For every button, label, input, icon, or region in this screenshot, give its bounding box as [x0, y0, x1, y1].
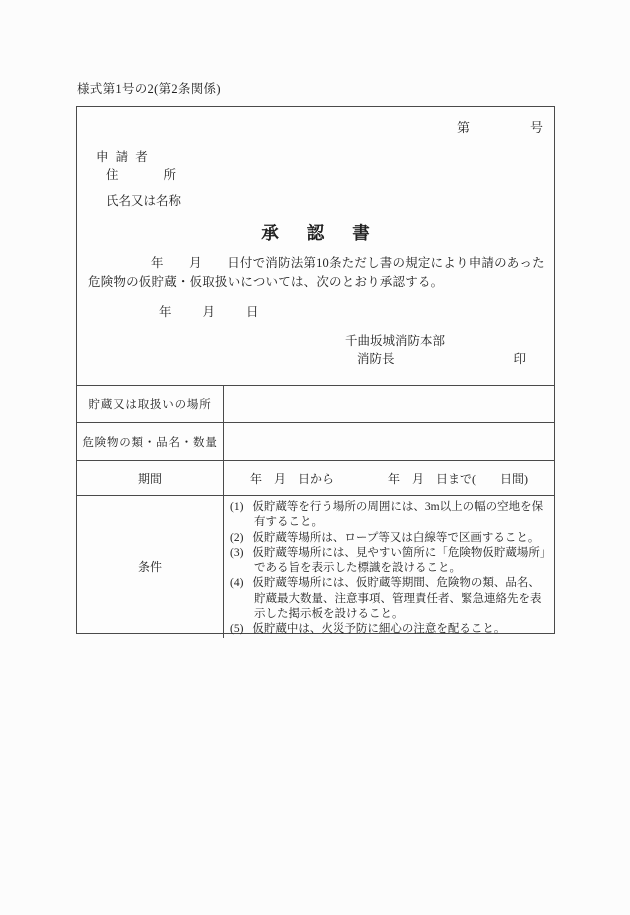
issue-date-line [159, 302, 259, 320]
document-title: 承認書 [261, 223, 398, 243]
hazmat-value-cell [224, 422, 554, 460]
approval-body-paragraph: 年 月 日付で消防法第10条ただし書の規定により申請のあった危険物の仮貯蔵・仮取扱いについては、次のとおり承認する。 [88, 256, 545, 289]
address-label-right: 所 [163, 168, 176, 182]
issuer-role: 消防長 [357, 352, 395, 366]
condition-number: (3) [230, 546, 244, 559]
conditions-label-left: 条 [137, 560, 150, 575]
period-from: 年 月 日から [249, 471, 334, 486]
condition-item-4 [230, 576, 551, 622]
period-value-cell [224, 460, 554, 495]
condition-item-2 [230, 531, 551, 546]
period-label-right: 間 [150, 471, 163, 486]
condition-text: 仮貯蔵等を行う場所の周囲には、3m以上の幅の空地を保有すること。 [252, 501, 544, 529]
date-day-label: 日 [246, 305, 259, 319]
issuer-organization: 千曲坂城消防本部 [345, 334, 446, 348]
conditions-label-cell [77, 495, 224, 638]
condition-item-3 [230, 546, 551, 577]
condition-number: (5) [230, 623, 244, 636]
document-number-suffix: 号 [529, 120, 543, 135]
address-label-left: 住 [106, 168, 119, 182]
approval-details-table [77, 385, 554, 636]
date-month-label: 月 [202, 305, 216, 319]
applicant-address-label [106, 165, 176, 183]
location-label-cell [77, 386, 224, 422]
conditions-label-right: 件 [150, 560, 163, 575]
issuer-role-line [357, 349, 526, 367]
period-label-cell [77, 460, 224, 495]
form-code-label: 様式第1号の2(第2条関係) [77, 82, 221, 96]
condition-number: (1) [230, 501, 244, 513]
hazmat-label-cell [77, 422, 224, 460]
location-value-cell [224, 386, 554, 422]
date-year-label: 年 [159, 305, 172, 319]
hazmat-label: 危険物の類・品名・数量 [82, 436, 218, 449]
condition-text: 仮貯蔵等場所には、見やすい箇所に「危険物仮貯蔵場所」である旨を表示した標識を設けること。 [252, 546, 546, 575]
document-number-line [457, 117, 543, 136]
condition-number: (4) [230, 577, 244, 590]
seal-placeholder: 印 [513, 352, 526, 366]
period-to: 年 月 日まで( 日間) [388, 471, 528, 486]
condition-item-5 [230, 622, 551, 637]
location-label: 貯蔵又は取扱いの場所 [88, 399, 212, 411]
document-number-prefix: 第 [457, 120, 471, 135]
condition-number: (2) [230, 531, 244, 544]
conditions-value-cell [224, 495, 554, 638]
condition-text: 仮貯蔵中は、火災予防に細心の注意を配ること。 [252, 623, 506, 636]
applicant-name-label: 氏名又は名称 [106, 194, 182, 208]
document-title-row [77, 220, 554, 245]
condition-text: 仮貯蔵等場所は、ロープ等又は白線等で区画すること。 [252, 531, 540, 544]
applicant-label: 申 請 者 [96, 150, 150, 164]
condition-text: 仮貯蔵等場所には、仮貯蔵等期間、危険物の類、品名、貯蔵最大数量、注意事項、管理責任者、緊急連絡先を表示した掲示板を設けること。 [252, 577, 542, 621]
period-label-left: 期 [137, 471, 150, 486]
condition-item-1 [230, 500, 551, 531]
document-frame [76, 106, 555, 634]
